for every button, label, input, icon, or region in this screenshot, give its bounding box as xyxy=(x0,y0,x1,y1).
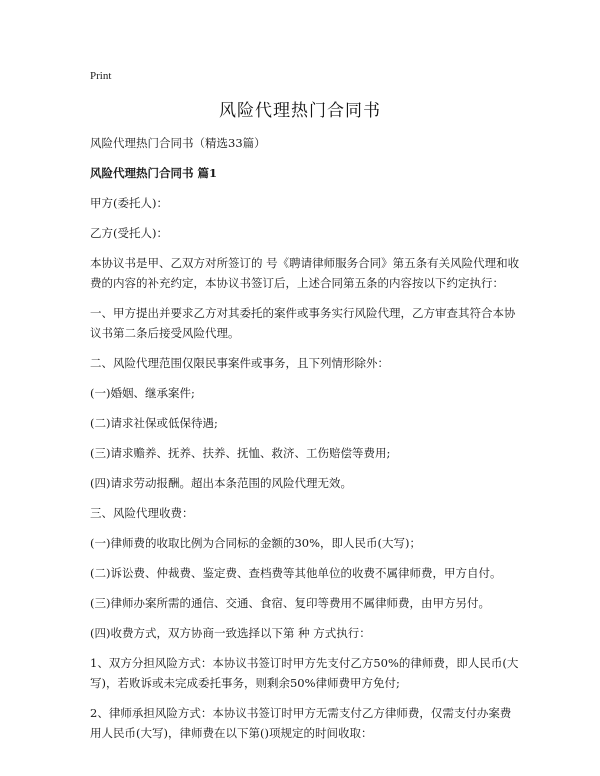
paragraph-item: 1、双方分担风险方式：本协议书签订时甲方先支付乙方50%的律师费，即人民币(大写)，若败诉或未完成委托事务，则剩余50%律师费甲方免付; xyxy=(90,656,519,690)
section-heading: 风险代理热门合同书 篇1 xyxy=(90,166,218,180)
paragraph-clause-2: 二、风险代理范围仅限民事案件或事务，且下列情形除外： xyxy=(90,356,389,370)
paragraph-item: 2、律师承担风险方式：本协议书签订时甲方无需支付乙方律师费，仅需支付办案费 用人民币(大写)，律师费在以下第()项规定的时间收取： xyxy=(90,706,512,740)
document-subtitle: 风险代理热门合同书（精选33篇） xyxy=(90,136,266,150)
paragraph-item: (四)收费方式，双方协商一致选择以下第 种 方式执行： xyxy=(90,626,371,640)
paragraph-party-a: 甲方(委托人)： xyxy=(90,196,168,210)
paragraph-clause-1: 一、甲方提出并要求乙方对其委托的案件或事务实行风险代理，乙方审查其符合本协议书第二条后接受风险代理。 xyxy=(90,306,516,340)
paragraph-intro: 本协议书是甲、乙双方对所签订的 号《聘请律师服务合同》第五条有关风险代理和收费的内容的补充约定，本协议书签订后，上述合同第五条的内容按以下约定执行： xyxy=(90,256,520,290)
paragraph-item: (二)请求社保或低保待遇; xyxy=(90,416,218,430)
print-label[interactable]: Print xyxy=(90,70,112,82)
paragraph-clause-3: 三、风险代理收费： xyxy=(90,506,194,520)
paragraph-item: (一)律师费的收取比例为合同标的金额的30%，即人民币(大写)； xyxy=(90,536,422,550)
paragraph-item: (三)请求赡养、抚养、扶养、抚恤、救济、工伤赔偿等费用; xyxy=(90,446,391,460)
paragraph-item: (一)婚姻、继承案件; xyxy=(90,386,195,400)
paragraph-item: (三)律师办案所需的通信、交通、食宿、复印等费用不属律师费，由甲方另付。 xyxy=(90,596,490,610)
document-body xyxy=(90,133,522,753)
paragraph-item: (四)请求劳动报酬。超出本条范围的风险代理无效。 xyxy=(90,476,352,490)
paragraph-item: (二)诉讼费、仲裁费、鉴定费、查档费等其他单位的收费不属律师费，甲方自付。 xyxy=(90,566,502,580)
document-title: 风险代理热门合同书 xyxy=(219,101,381,121)
paragraph-party-b: 乙方(受托人)： xyxy=(90,226,168,240)
